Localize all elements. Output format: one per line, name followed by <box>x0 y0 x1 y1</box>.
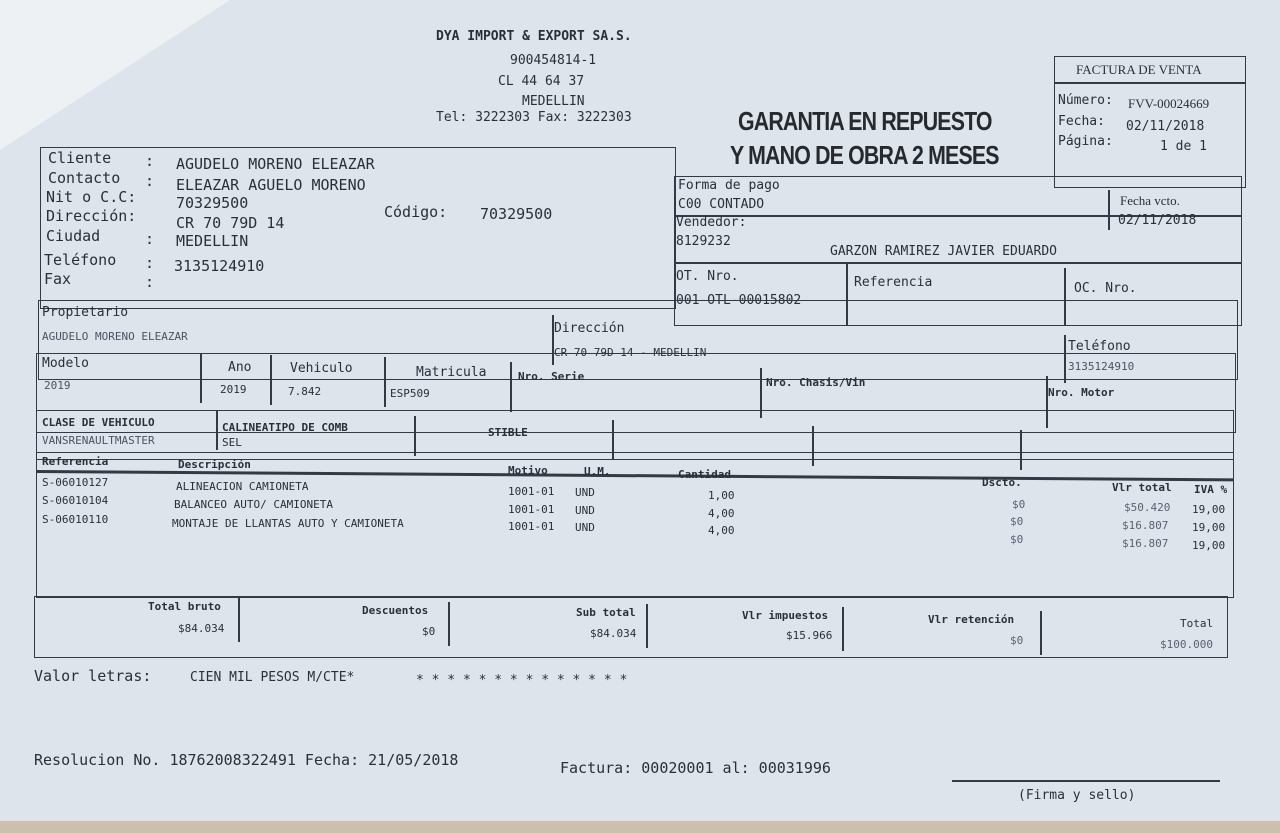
warranty-stamp-line1: GARANTIA EN REPUESTO <box>738 106 992 136</box>
item-discount: $0 <box>1010 533 1024 546</box>
item-reason: 1001-01 <box>508 520 555 533</box>
item-desc: ALINEACION CAMIONETA <box>176 480 309 493</box>
warranty-stamp-line2: Y MANO DE OBRA 2 MESES <box>730 140 999 170</box>
fax-label: Fax <box>44 270 72 288</box>
divider <box>200 353 202 403</box>
company-address: CL 44 64 37 <box>498 74 585 89</box>
plate-label: Matricula <box>416 365 487 380</box>
discounts: $0 <box>422 625 436 638</box>
code-value: 70329500 <box>480 205 553 223</box>
engine-label: Nro. Motor <box>1048 386 1115 399</box>
divider <box>646 604 648 648</box>
due-date-label: Fecha vcto. <box>1120 193 1180 208</box>
owner-phone: 3135124910 <box>1068 360 1135 373</box>
contact-name: ELEAZAR AGUELO MORENO <box>176 176 366 194</box>
signature-label: (Firma y sello) <box>1018 788 1136 803</box>
invoice-page-label: Página: <box>1058 134 1113 149</box>
item-total: $16.807 <box>1122 519 1169 532</box>
owner-address: CR 70 79D 14 - MEDELLIN <box>554 346 707 359</box>
col-iva: IVA % <box>1194 483 1228 496</box>
item-iva: 19,00 <box>1192 503 1226 516</box>
colon: : <box>145 230 155 248</box>
address-label: Dirección: <box>46 207 137 225</box>
ot-value: 001-OTL-00015802 <box>676 293 802 308</box>
col-unit: U.M. <box>584 465 611 478</box>
company-city: MEDELLIN <box>522 94 585 109</box>
colon: : <box>145 172 155 190</box>
amount-words: CIEN MIL PESOS M/CTE* <box>190 670 355 685</box>
item-iva: 19,00 <box>1192 521 1226 534</box>
item-discount: $0 <box>1012 498 1026 511</box>
company-nit: 900454814-1 <box>510 53 597 68</box>
item-ref: S-06010127 <box>42 476 109 489</box>
serial-label: Nro. Serie <box>518 370 585 383</box>
fuel-label-cont: STIBLE <box>488 426 528 439</box>
nit-value: 70329500 <box>176 194 249 212</box>
item-total: $50.420 <box>1124 501 1171 514</box>
col-total: Vlr total <box>1112 481 1172 494</box>
client-label: Cliente <box>48 149 112 167</box>
ot-label: OT. Nro. <box>676 269 739 284</box>
item-discount: $0 <box>1010 515 1024 528</box>
client-name: AGUDELO MORENO ELEAZAR <box>176 155 375 173</box>
oc-label: OC. Nro. <box>1074 281 1137 296</box>
seller-label: Vendedor: <box>676 215 747 230</box>
nit-label: Nit o C.C: <box>46 188 137 206</box>
divider <box>1054 82 1246 84</box>
col-reference: Referencia <box>42 455 109 468</box>
owner-phone-label: Teléfono <box>1068 339 1131 354</box>
address-value: CR 70 79D 14 <box>176 214 285 232</box>
withholding: $0 <box>1010 634 1024 647</box>
invoice-number-label: Número: <box>1058 93 1113 108</box>
divider <box>510 362 512 412</box>
fuel-label: CALINEATIPO DE COMB <box>222 421 348 434</box>
item-iva: 19,00 <box>1192 539 1226 552</box>
item-reason: 1001-01 <box>508 485 555 498</box>
divider <box>270 355 272 405</box>
item-unit: UND <box>575 504 595 517</box>
invoice-number: FVV-00024669 <box>1128 96 1210 111</box>
amount-stars: * * * * * * * * * * * * * * <box>416 673 628 688</box>
invoice-title: FACTURA DE VENTA <box>1076 62 1202 77</box>
withholding-label: Vlr retención <box>928 613 1015 626</box>
year-value: 2019 <box>220 383 247 396</box>
invoice-range: Factura: 00020001 al: 00031996 <box>560 759 831 777</box>
item-unit: UND <box>575 486 595 499</box>
divider <box>238 598 240 642</box>
colon: : <box>145 273 155 291</box>
owner-name: AGUDELO MORENO ELEAZAR <box>42 330 188 343</box>
year-label: Ano <box>228 360 252 375</box>
model-label: Modelo <box>42 356 89 371</box>
total-value: $100.000 <box>1160 638 1213 651</box>
item-qty: 1,00 <box>708 489 735 502</box>
invoice-page: 1 de 1 <box>1160 139 1207 154</box>
subtotal-label: Sub total <box>576 606 636 619</box>
gross-total-label: Total bruto <box>148 600 221 613</box>
taxes: $15.966 <box>786 629 833 642</box>
fuel-value: SEL <box>222 436 242 449</box>
resolution: Resolucion No. 18762008322491 Fecha: 21/05/2018 <box>34 751 459 769</box>
folded-corner <box>0 0 230 150</box>
item-desc: MONTAJE DE LLANTAS AUTO Y CAMIONETA <box>172 517 404 530</box>
col-discount: Dscto. <box>982 476 1022 489</box>
contact-label: Contacto <box>48 169 121 187</box>
total-label: Total <box>1180 617 1214 630</box>
owner-address-label: Dirección <box>554 321 625 336</box>
col-reason: Motivo <box>508 464 548 477</box>
gross-total: $84.034 <box>178 622 225 635</box>
phone-value: 3135124910 <box>174 257 265 275</box>
vehicle-class-value: VANSRENAULTMASTER <box>42 434 155 447</box>
chassis-label: Nro. Chasis/Vin <box>766 376 866 389</box>
item-unit: UND <box>575 521 595 534</box>
plate-value: ESP509 <box>390 387 430 400</box>
divider <box>216 410 218 450</box>
colon: : <box>145 254 155 272</box>
payment-form-label: Forma de pago <box>678 178 780 193</box>
col-description: Descripción <box>178 458 251 471</box>
col-quantity: Cantidad <box>678 468 731 481</box>
vehicle-class-label: CLASE DE VEHICULO <box>42 416 155 429</box>
code-label: Código: <box>384 203 448 221</box>
divider <box>384 357 386 407</box>
divider <box>842 607 844 651</box>
subtotal: $84.034 <box>590 627 637 640</box>
city-value: MEDELLIN <box>176 232 249 250</box>
vehicle-value: 7.842 <box>288 385 322 398</box>
seller-name: GARZON RAMIREZ JAVIER EDUARDO <box>830 244 1057 259</box>
item-ref: S-06010110 <box>42 513 109 526</box>
divider <box>674 262 1242 264</box>
item-ref: S-06010104 <box>42 494 109 507</box>
reference-label: Referencia <box>854 275 933 290</box>
item-reason: 1001-01 <box>508 503 555 516</box>
invoice-date: 02/11/2018 <box>1126 119 1205 134</box>
company-phones: Tel: 3222303 Fax: 3222303 <box>436 110 632 125</box>
vehicle-label: Vehiculo <box>290 361 353 376</box>
taxes-label: Vlr impuestos <box>742 609 829 622</box>
discounts-label: Descuentos <box>362 604 429 617</box>
owner-label: Propietario <box>42 305 129 320</box>
amount-words-label: Valor letras: <box>34 667 152 685</box>
signature-line <box>952 780 1220 782</box>
payment-form-value: C00 CONTADO <box>678 197 765 212</box>
item-qty: 4,00 <box>708 507 735 520</box>
item-desc: BALANCEO AUTO/ CAMIONETA <box>174 498 333 511</box>
model-value: 2019 <box>44 379 71 392</box>
city-label: Ciudad <box>46 227 101 245</box>
divider <box>1040 611 1042 655</box>
phone-label: Teléfono <box>44 251 117 269</box>
paper-edge <box>0 821 1280 833</box>
divider <box>448 602 450 646</box>
seller-code: 8129232 <box>676 234 731 249</box>
colon: : <box>145 152 155 170</box>
item-total: $16.807 <box>1122 537 1169 550</box>
company-name: DYA IMPORT & EXPORT SA.S. <box>436 29 632 44</box>
due-date-value: 02/11/2018 <box>1118 213 1197 228</box>
item-qty: 4,00 <box>708 524 735 537</box>
divider <box>414 416 416 456</box>
invoice-date-label: Fecha: <box>1058 114 1105 129</box>
divider <box>1108 190 1110 230</box>
